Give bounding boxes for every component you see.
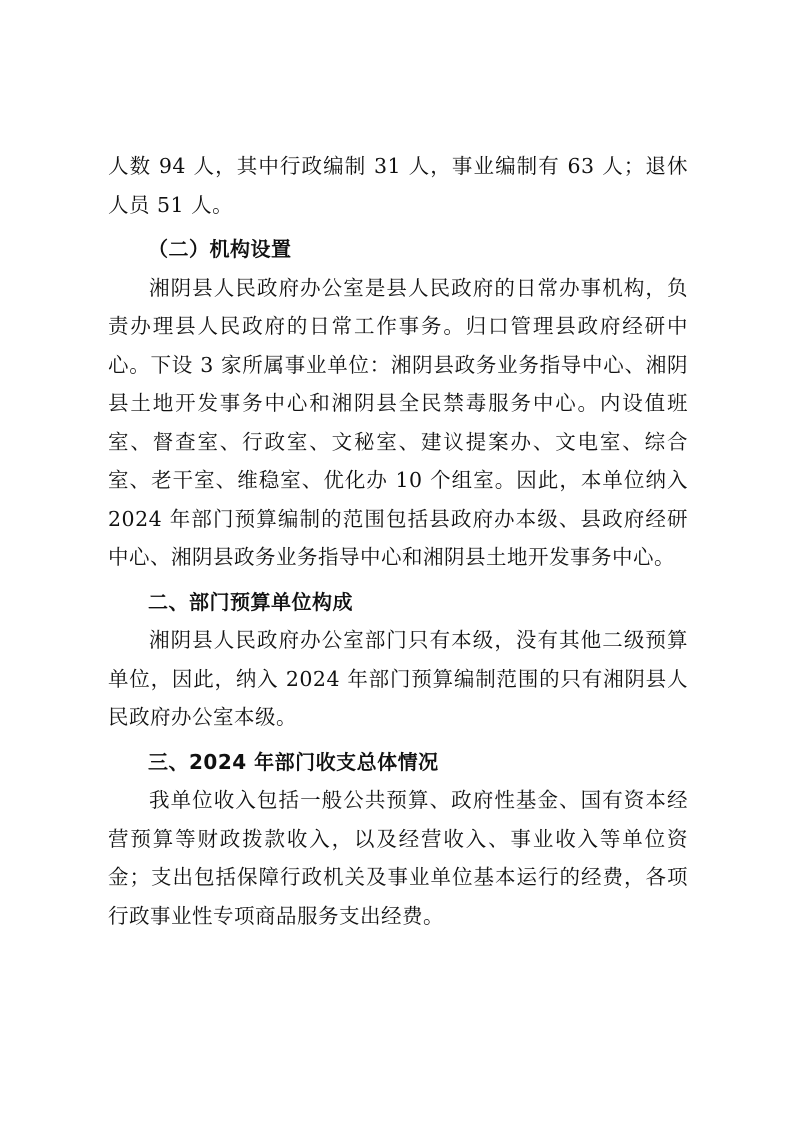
budget-overview-paragraph: 我单位收入包括一般公共预算、政府性基金、国有资本经营预算等财政拨款收入，以及经营收入、事业收入等单位资金；支出包括保障行政机关及事业单位基本运行的经费，各项行政事业性专项商品服务支出经费。 (108, 788, 688, 928)
budget-units-heading: 二、部门预算单位构成 (148, 589, 353, 614)
staff-paragraph: 人数 94 人，其中行政编制 31 人，事业编制有 63 人；退休人员 51 人。 (108, 154, 688, 217)
document-page (108, 147, 688, 935)
budget-units-paragraph: 湘阴县人民政府办公室部门只有本级，没有其他二级预算单位，因此，纳入 2024 年部门预算编制范围的只有湘阴县人民政府办公室本级。 (108, 628, 688, 729)
budget-overview-heading: 三、2024 年部门收支总体情况 (148, 749, 439, 774)
org-setup-paragraph: 湘阴县人民政府办公室是县人民政府的日常办事机构，负责办理县人民政府的日常工作事务。归口管理县政府经研中心。下设 3 家所属事业单位：湘阴县政务业务指导中心、湘阴县土地开发事务中心和湘阴县全民禁毒服务中心。内设值班室、督查室、行政室、文秘室、建议提案办、文电室、综合室、老干室、维稳室、优化办 10 个组室。因此，本单位纳入 2024 年部门预算编制的范围包括县政府办本级、县政府经研中心、湘阴县政务业务指导中心和湘阴县土地开发事务中心。 (108, 275, 688, 569)
org-setup-heading: （二）机构设置 (148, 237, 292, 261)
